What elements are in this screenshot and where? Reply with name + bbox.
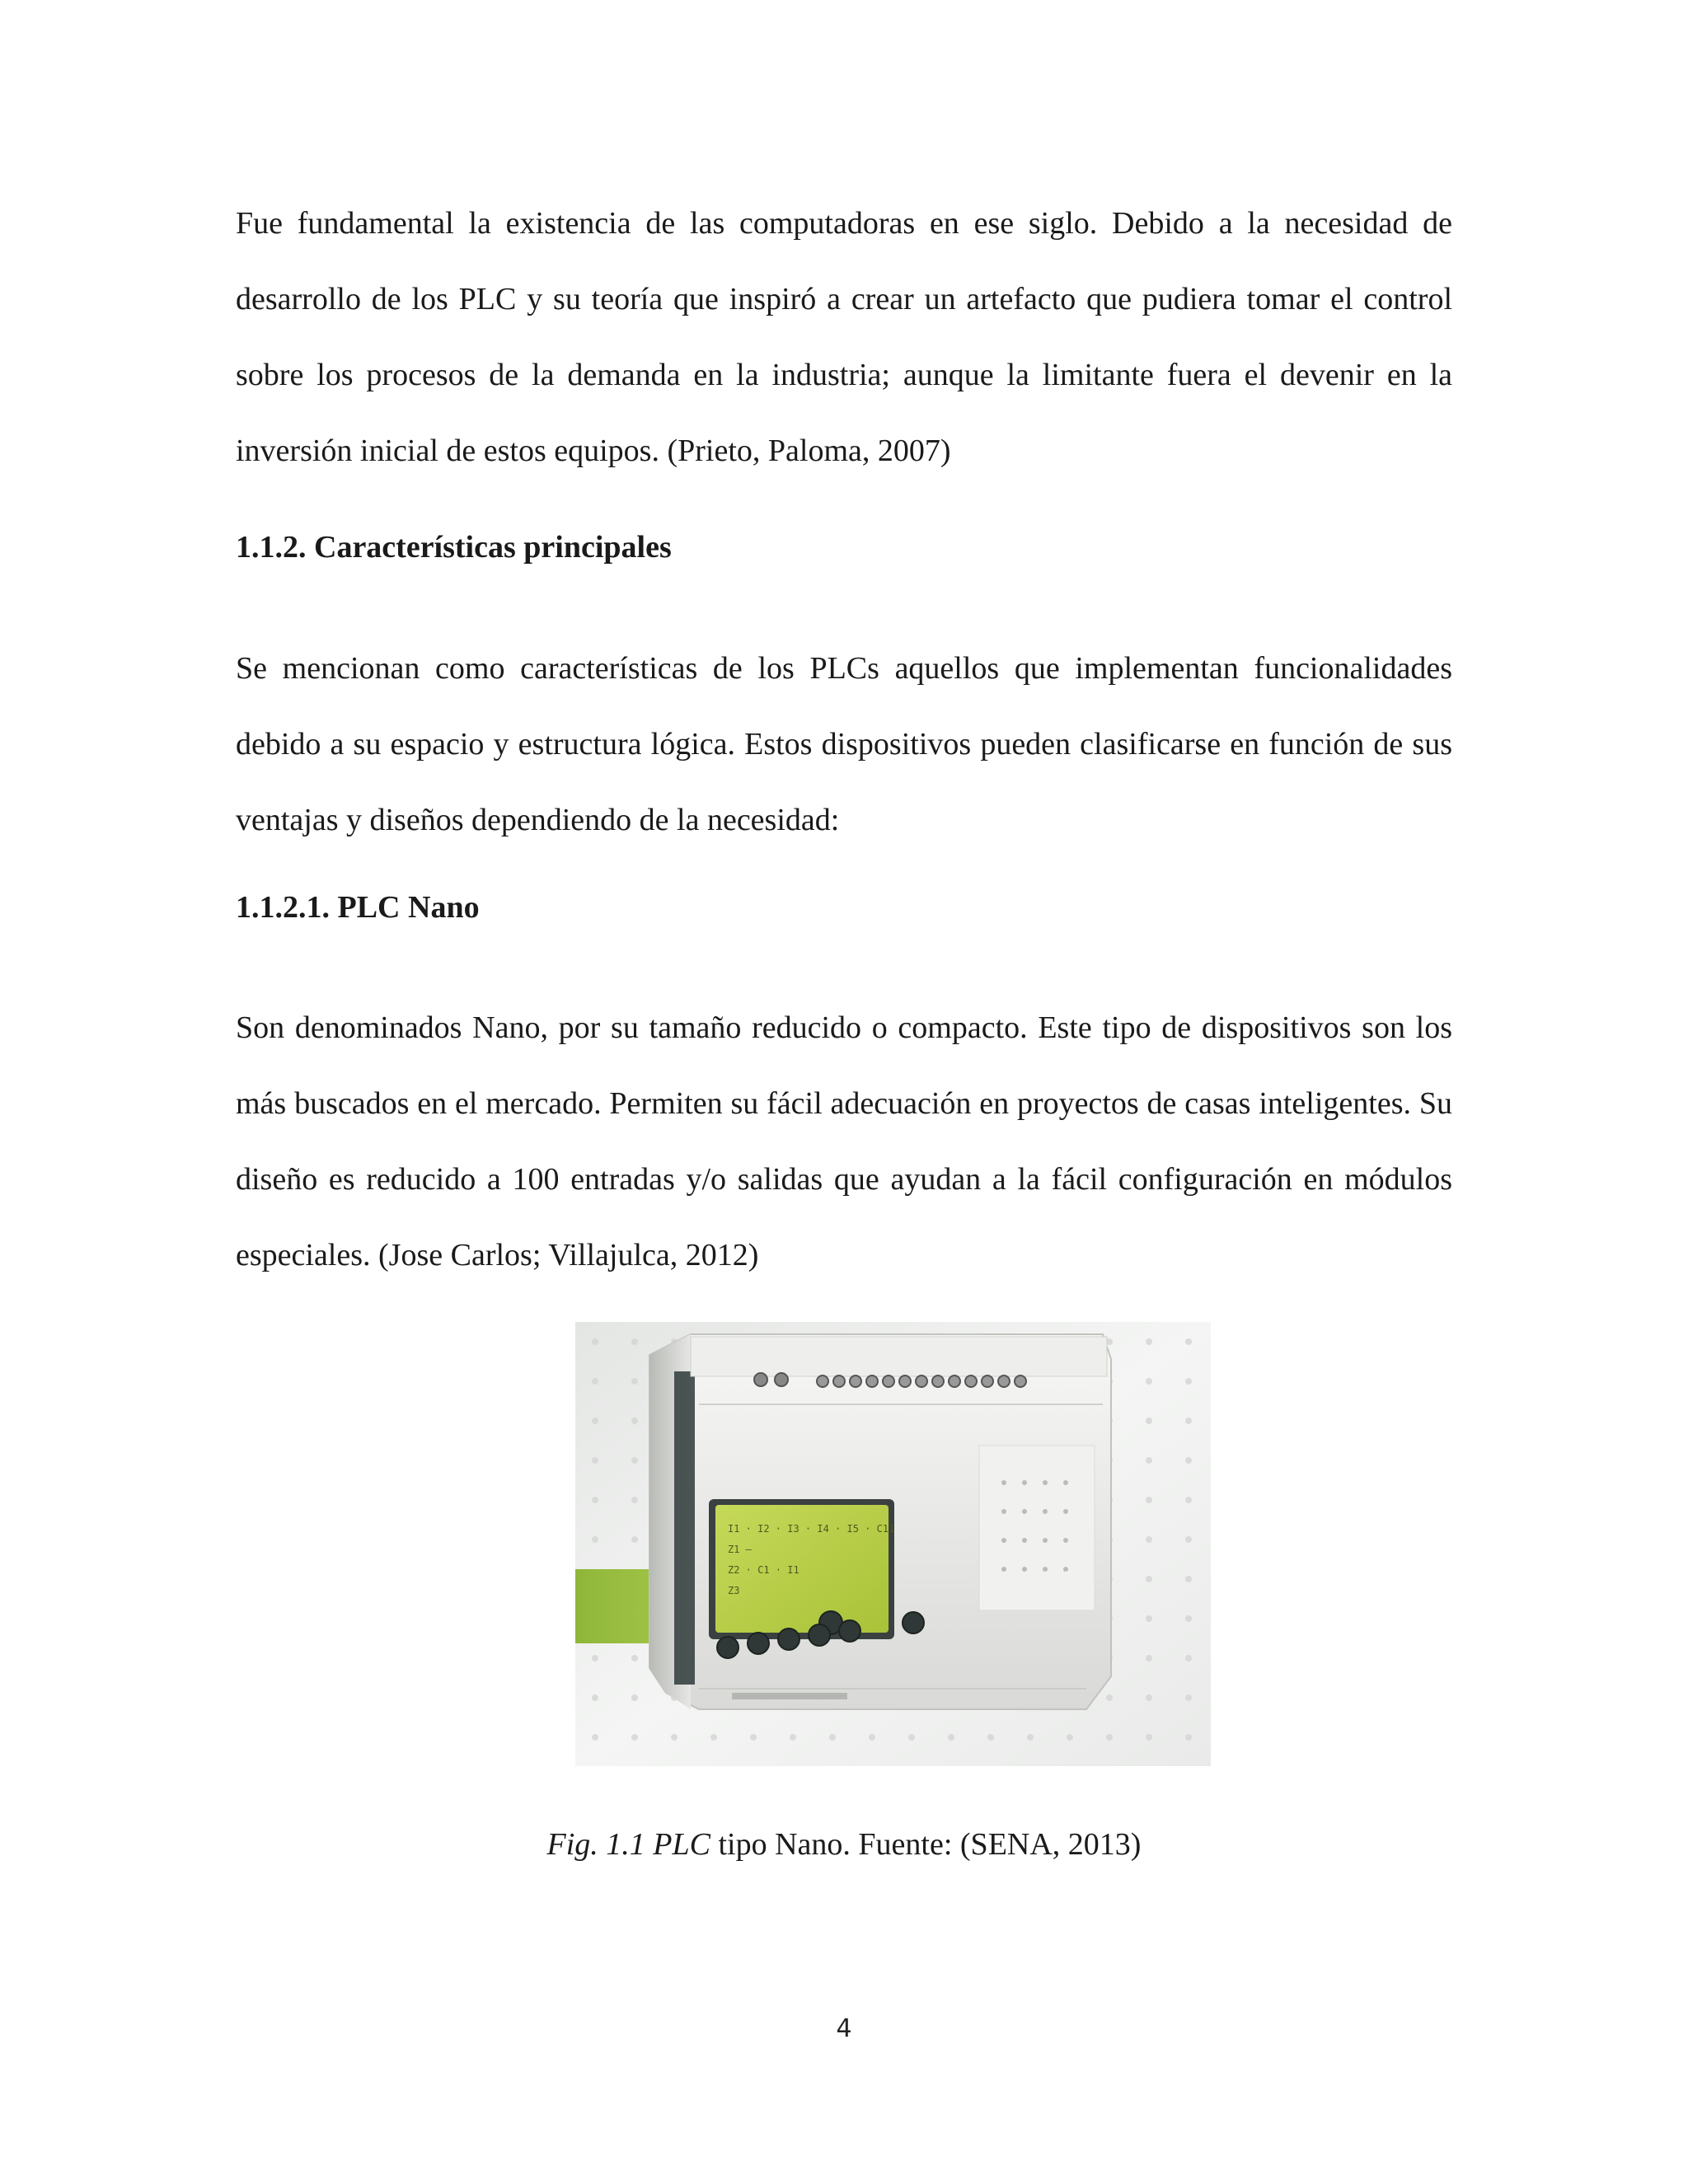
lcd-line-1: I1 · I2 · I3 · I4 · I5 · C11 <box>728 1523 895 1535</box>
figure-caption-label: Fig. 1.1 PLC <box>546 1827 710 1862</box>
lcd-line-3: Z2 · C1 · I1 <box>728 1564 799 1576</box>
paragraph-plc-nano: Son denominados Nano, por su tamaño reducido o compacto. Este tipo de dispositivos son los más buscados en el mercado. Permiten su fácil adecuación en proyectos de casas inteligentes. Su diseño es reducido a 100 entradas y/o salidas que ayudan a la fácil configuración en módulos especiales. (Jose Carlos; Villajulca, 2012) <box>236 1010 1452 1272</box>
figure-caption-text: tipo Nano. Fuente: (SENA, 2013) <box>710 1827 1142 1862</box>
lcd-line-4: Z3 <box>728 1585 740 1596</box>
plc-nano-figure-image <box>575 1322 1211 1766</box>
plc-device-illustration <box>575 1322 1211 1766</box>
figure-caption <box>0 1825 1688 1863</box>
heading-caracteristicas-principales: 1.1.2. Características principales <box>236 530 672 565</box>
paragraph-intro: Fue fundamental la existencia de las computadoras en ese siglo. Debido a la necesidad de desarrollo de los PLC y su teoría que inspiró a crear un artefacto que pudiera tomar el control sobre los procesos de la demanda en la industria; aunque la limitante fuera el devenir en la inversión inicial de estos equipos. (Prieto, Paloma, 2007) <box>236 206 1452 468</box>
page-number: 4 <box>836 2014 852 2043</box>
paragraph-caracteristicas: Se mencionan como características de los PLCs aquellos que implementan funcionalidades debido a su espacio y estructura lógica. Estos dispositivos pueden clasificarse en función de sus ventajas y diseños dependiendo de la necesidad: <box>236 651 1452 837</box>
lcd-line-2: Z1 — <box>728 1544 752 1555</box>
heading-plc-nano: 1.1.2.1. PLC Nano <box>236 890 480 925</box>
